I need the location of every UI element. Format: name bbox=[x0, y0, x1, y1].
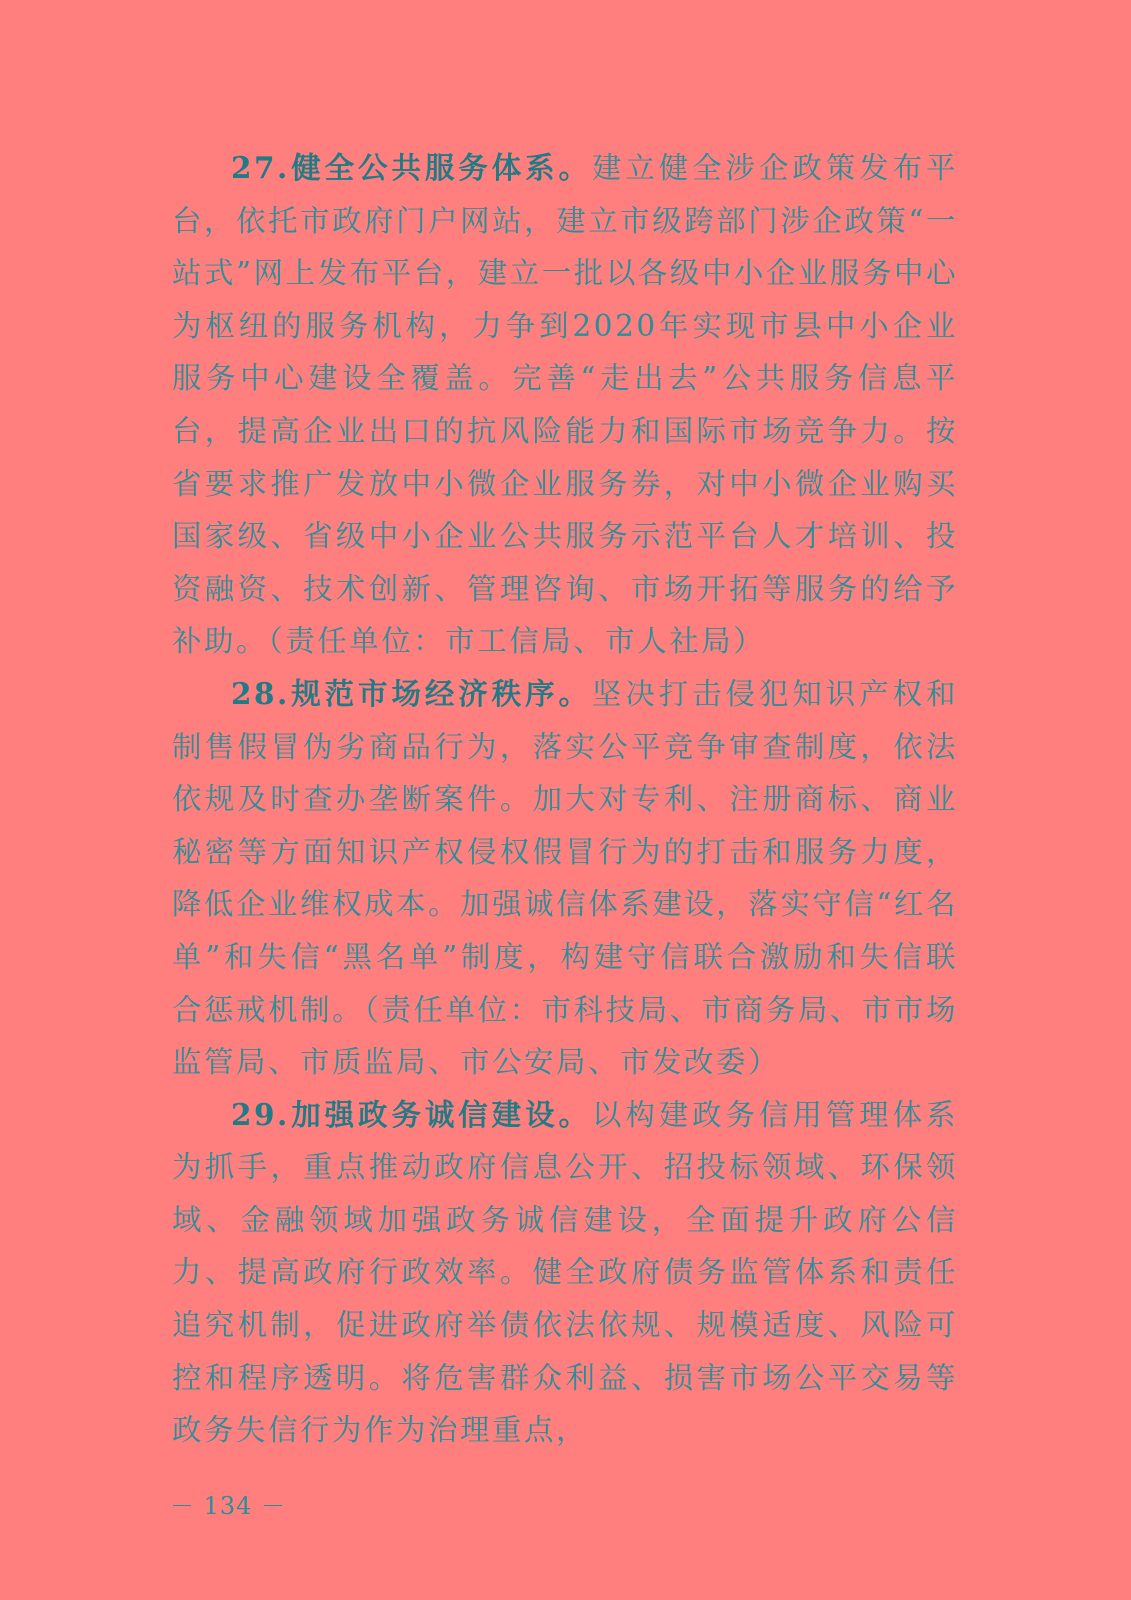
paragraph-heading: 28.规范市场经济秩序。 bbox=[231, 675, 592, 711]
paragraph-text: 建立健全涉企政策发布平台，依托市政府门户网站，建立市级跨部门涉企政策“一站式”网上发布平台，建立一批以各级中小企业服务中心为枢纽的服务机构，力争到2020年实现市县中小企业服务中心建设全覆盖。完善“走出去”公共服务信息平台，提高企业出口的抗风险能力和国际市场竞争力。按省要求推广发放中小微企业服务券，对中小微企业购买国家级、省级中小企业公共服务示范平台人才培训、投资融资、技术创新、管理咨询、市场开拓等服务的给予补助。（责任单位：市工信局、市人社局） bbox=[172, 151, 958, 659]
paragraph-text: 以构建政务信用管理体系为抓手，重点推动政府信息公开、招投标领域、环保领域、金融领域加强政务诚信建设，全面提升政府公信力、提高政府行政效率。健全政府债务监管体系和责任追究机制，促进政府举债依法依规、规模适度、风险可控和程序透明。将危害群众利益、损害市场公平交易等政务失信行为作为治理重点， bbox=[172, 1097, 958, 1448]
page-number: － 134 － bbox=[170, 1492, 287, 1520]
paragraph-heading: 27.健全公共服务体系。 bbox=[231, 150, 592, 185]
paragraph-heading: 29.加强政务诚信建设。 bbox=[231, 1096, 592, 1132]
document-body bbox=[172, 142, 958, 1457]
paragraph-27 bbox=[172, 142, 958, 668]
paragraph-29 bbox=[172, 1089, 958, 1457]
paragraph-28 bbox=[172, 668, 958, 1089]
paragraph-text: 坚决打击侵犯知识产权和制售假冒伪劣商品行为，落实公平竞争审查制度，依法依规及时查办垄断案件。加大对专利、注册商标、商业秘密等方面知识产权侵权假冒行为的打击和服务力度，降低企业维权成本。加强诚信体系建设，落实守信“红名单”和失信“黑名单”制度，构建守信联合激励和失信联合惩戒机制。（责任单位：市科技局、市商务局、市市场监管局、市质监局、市公安局、市发改委） bbox=[172, 676, 958, 1080]
